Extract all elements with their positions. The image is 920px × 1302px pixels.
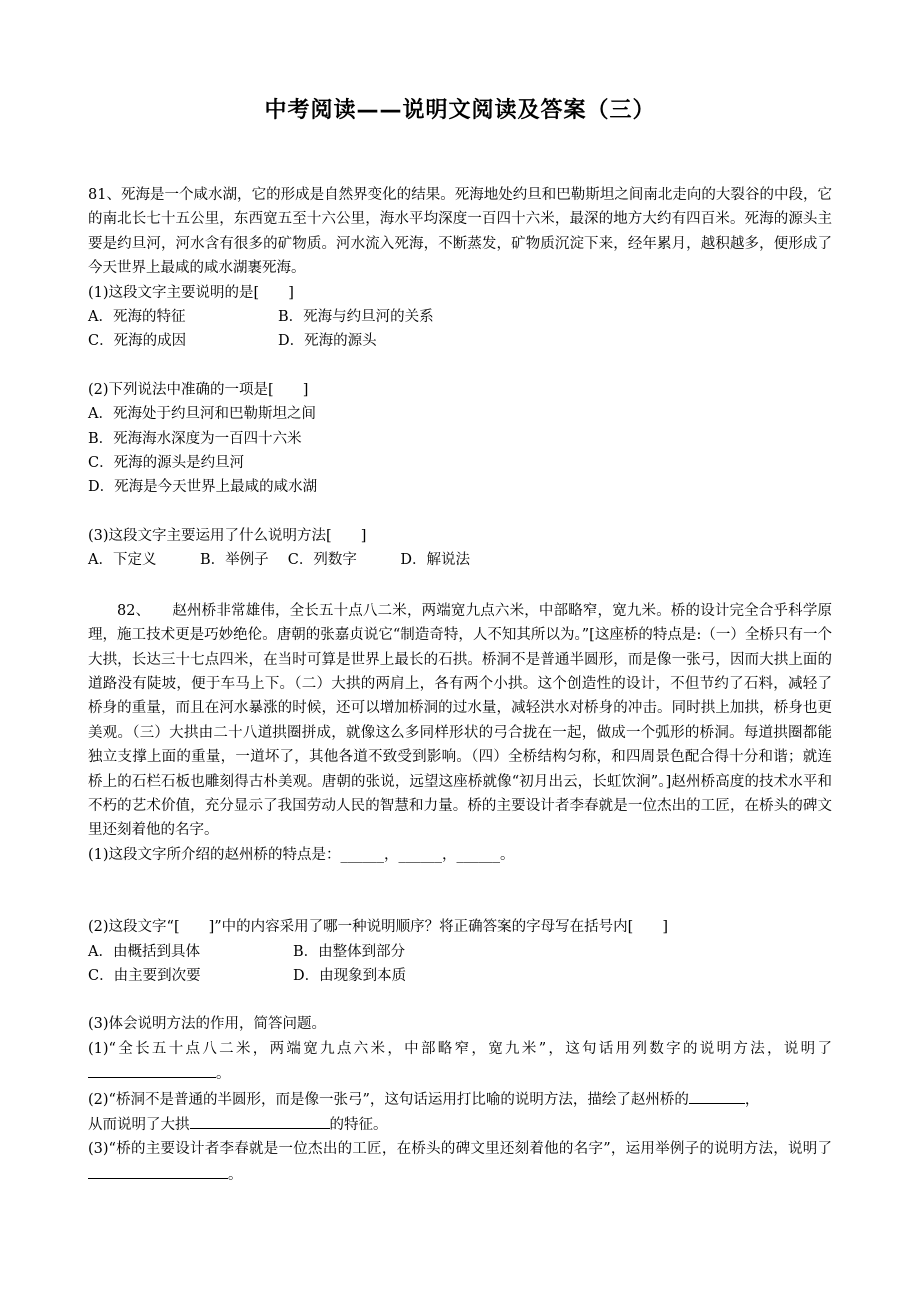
q81-sub1-question: (1)这段文字主要说明的是[ ]	[88, 284, 294, 301]
q81-sub2-option-b: B．死海海水深度为一百四十六米	[88, 430, 302, 447]
q82-sub3-item-2-text-c: 从而说明了大拱	[88, 1117, 190, 1133]
spacer	[88, 867, 832, 915]
q81-sub1-option-c: C．死海的成因	[88, 333, 187, 350]
q82-sub2-option-c: C．由主要到次要	[88, 967, 201, 984]
q82-sub3-item-3-tail: 。	[228, 1166, 243, 1183]
q82-sub2-options-row-2	[88, 964, 832, 988]
spacer	[88, 500, 832, 524]
q81-sub2-option-d: D．死海是今天世界上最咸的咸水湖	[88, 479, 318, 496]
q81-sub1-options-row-1	[88, 305, 832, 329]
q82-sub3-item-1-tail: 。	[216, 1066, 231, 1083]
q81-sub1-options-row-2	[88, 329, 832, 353]
q82-sub3-question: (3)体会说明方法的作用，简答问题。	[88, 1016, 327, 1033]
q82-sub2-options-row-1	[88, 940, 832, 964]
q82-sub1-question: (1)这段文字所介绍的赵州桥的特点是：______，______，______。	[88, 846, 515, 863]
q82-sub3-item-3-text: (3)“桥的主要设计者李春就是一位杰出的工匠，在桥头的碑文里还刻着他的名字”，运用举例子的说明方法，说明了	[88, 1141, 832, 1158]
q81-sub1-option-d: D．死海的源头	[278, 333, 377, 350]
q82-sub3-item-2-text-b: ，	[744, 1091, 760, 1108]
q82-sub3-item-2-text-d: 的特征。	[329, 1117, 388, 1133]
answer-blank[interactable]	[190, 1112, 330, 1129]
spacer	[88, 354, 832, 378]
document-body	[88, 183, 832, 1187]
q81-sub3-question: (3)这段文字主要运用了什么说明方法[ ]	[88, 527, 367, 544]
answer-blank[interactable]	[88, 1162, 228, 1179]
q82-sub3-item-1	[88, 1037, 832, 1087]
q81-passage: 81、死海是一个咸水湖，它的形成是自然界变化的结果。死海地处约旦和巴勒斯坦之间南北走向的大裂谷的中段，它的南北长七十五公里，东西宽五至十六公里，海水平均深度一百四十六米，最深的地方大约有四百米。死海的源头主要是约旦河，河水含有很多的矿物质。河水流入死海，不断蒸发，矿物质沉淀下来，经年累月，越积越多，便形成了今天世界上最咸的咸水湖裹死海。	[88, 187, 832, 277]
q81-sub1-option-b: B．死海与约旦河的关系	[278, 309, 434, 326]
q81-sub1-option-a: A．死海的特征	[88, 309, 186, 326]
q81-sub2-option-a: A．死海处于约旦河和巴勒斯坦之间	[88, 406, 316, 423]
q82-sub2-option-b: B．由整体到部分	[293, 943, 406, 960]
q82-sub3-item-2-text-a: (2)“桥洞不是普通的半圆形，而是像一张弓”，这句话运用打比喻的说明方法，描绘了赵州桥的	[88, 1091, 689, 1108]
q81-sub3-options: A．下定义 B．举例子 C．列数字 D．解说法	[88, 552, 470, 569]
q81-sub2-question: (2)下列说法中准确的一项是[ ]	[88, 381, 309, 398]
answer-blank[interactable]	[88, 1061, 216, 1078]
q82-sub2-option-d: D．由现象到本质	[293, 967, 407, 984]
spacer	[88, 573, 832, 599]
q82-sub3-item-1-text: (1)“全长五十点八二米，两端宽九点六米，中部略窄，宽九米”，这句话用列数字的说明方法，说明了	[88, 1040, 832, 1057]
spacer	[88, 988, 832, 1012]
q81-sub2-option-c: C．死海的源头是约旦河	[88, 455, 245, 472]
q82-sub2-option-a: A．由概括到具体	[88, 943, 200, 960]
q82-sub3-item-3	[88, 1137, 832, 1187]
page-title: 中考阅读——说明文阅读及答案（三）	[264, 98, 656, 123]
q82-sub2-question: (2)这段文字“[ ]”中的内容采用了哪一种说明顺序？将正确答案的字母写在括号内[ ]	[88, 919, 668, 936]
q82-passage: 82、 赵州桥非常雄伟，全长五十点八二米，两端宽九点六米，中部略窄，宽九米。桥的设计完全合乎科学原理，施工技术更是巧妙绝伦。唐朝的张嘉贞说它“制造奇特，人不知其所以为。”[这座桥的特点是:（一）全桥只有一个大拱，长达三十七点四米，在当时可算是世界上最长的石拱。桥洞不是普通半圆形，而是像一张弓，因而大拱上面的道路没有陡坡，便于车马上下。（二）大拱的两肩上，各有两个小拱。这个创造性的设计，不但节约了石料，减轻了桥身的重量，而且在河水暴涨的时候，还可以增加桥洞的过水量，减轻洪水对桥身的冲击。同时拱上加拱，桥身也更美观。（三）大拱由二十八道拱圈拼成，就像这么多同样形状的弓合拢在一起，做成一个弧形的桥洞。每道拱圈都能独立支撑上面的重量，一道坏了，其他各道不致受到影响。（四）全桥结构匀称，和四周景色配合得十分和谐；就连桥上的石栏石板也雕刻得古朴美观。唐朝的张说，远望这座桥就像“初月出云，长虹饮涧”。]赵州桥高度的技术水平和不朽的艺术价值，充分显示了我国劳动人民的智慧和力量。桥的主要设计者李春就是一位杰出的工匠，在桥头的碑文里还刻着他的名字。	[88, 602, 832, 839]
q82-sub3-item-2	[88, 1087, 832, 1138]
answer-blank[interactable]	[689, 1087, 745, 1104]
